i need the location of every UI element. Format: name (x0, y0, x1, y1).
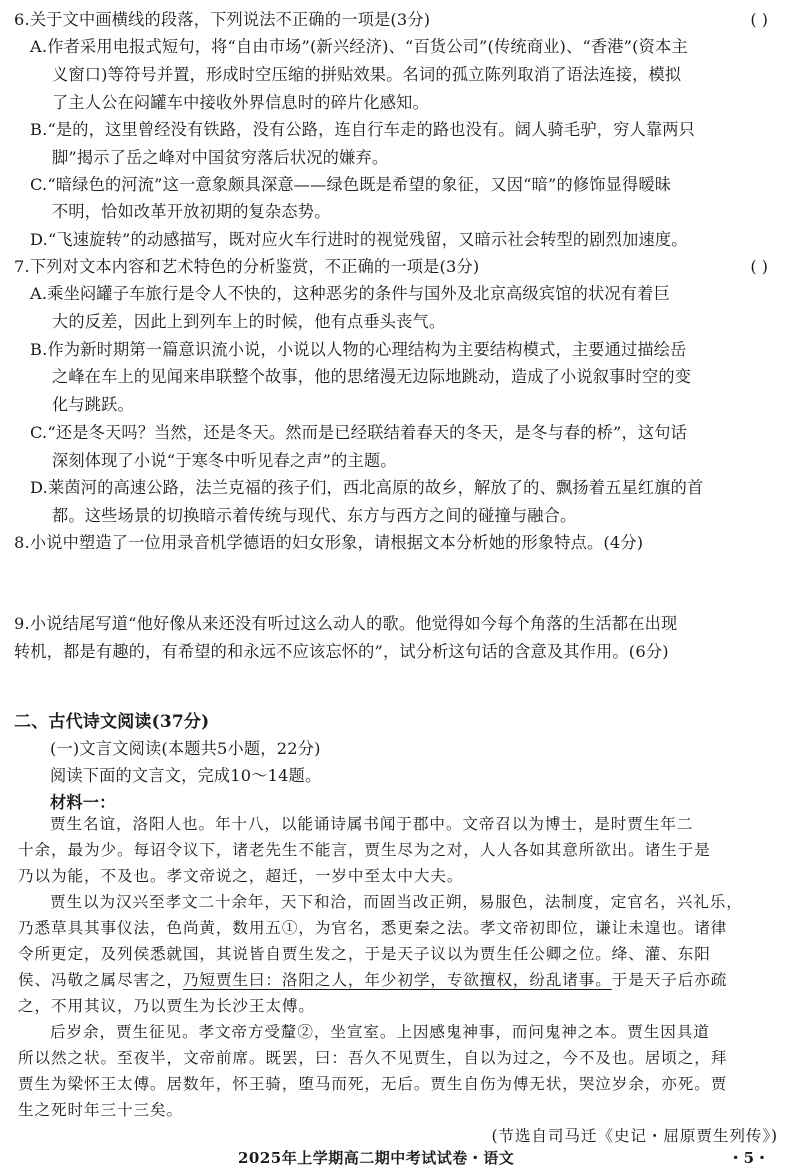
passage-p3-line1: 后岁余，贾生征见。孝文帝方受釐②，坐宣室。上因感鬼神事，而问鬼神之本。贾生因具道 (50, 1023, 710, 1041)
passage-p2-line4-post: 于是天子后亦疏 (611, 971, 728, 989)
passage-p2-line3: 令所更定，及列侯悉就国，其说皆自贾生发之，于是天子议以为贾生任公卿之位。绛、灌、东阳 (18, 945, 711, 963)
q6-option-d-line1: D.“飞速旋转”的动感描写，既对应火车行进时的视觉残留，又暗示社会转型的剧烈加速度。 (30, 230, 688, 249)
instruction: 阅读下面的文言文，完成10～14题。 (50, 766, 322, 785)
q7-option-b-line1: B.作为新时期第一篇意识流小说，小说以人物的心理结构为主要结构模式，主要通过描绘岳 (30, 340, 687, 359)
subsection-title: (一)文言文阅读(本题共5小题，22分) (50, 739, 321, 758)
q6-stem: 6.关于文中画横线的段落，下列说法不正确的一项是(3分) (14, 10, 431, 29)
q7-option-a-line2: 大的反差，因此上到列车上的时候，他有点垂头丧气。 (52, 312, 446, 331)
material-label: 材料一： (50, 793, 116, 812)
q7-option-d-line2: 都。这些场景的切换暗示着传统与现代、东方与西方之间的碰撞与融合。 (52, 506, 577, 525)
q6-option-b-line1: B.“是的，这里曾经没有铁路，没有公路，连自行车走的路也没有。阔人骑毛驴，穷人靠两只 (30, 120, 696, 139)
q7-option-b-line3: 化与跳跃。 (52, 395, 134, 414)
passage-p1-line2: 十余，最为少。每诏令议下，诸老先生不能言，贾生尽为之对，人人各如其意所欲出。诸生于是 (18, 841, 711, 859)
footer-title: 2025年上学期高二期中考试试卷・语文 (238, 1149, 515, 1167)
passage-p3-line2: 所以然之状。至夜半，文帝前席。既罢，曰：吾久不见贾生，自以为过之，今不及也。居顷之，拜 (18, 1049, 728, 1067)
passage-p1-line3: 乃以为能，不及也。孝文帝说之，超迁，一岁中至太中大夫。 (18, 867, 464, 885)
q7-option-a-line1: A.乘坐闷罐子车旅行是令人不快的，这种恶劣的条件与国外及北京高级宾馆的状况有着巨 (30, 284, 670, 303)
passage-p2-line5: 之，不用其议，乃以贾生为长沙王太傅。 (18, 997, 315, 1015)
q6-option-c-line1: C.“暗绿色的河流”这一意象颇具深意——绿色既是希望的象征，又因“暗”的修饰显得暧昧 (30, 175, 672, 194)
passage-p2-line1: 贾生以为汉兴至孝文二十余年，天下和洽，而固当改正朔，易服色，法制度，定官名，兴礼乐， (50, 893, 743, 911)
section-title: 二、古代诗文阅读(37分) (14, 712, 210, 732)
passage-p2-line2: 乃悉草具其事仪法，色尚黄，数用五①，为官名，悉更秦之法。孝文帝初即位，谦让未遑也。诸律 (18, 919, 728, 937)
passage-p2-line4-pre: 侯、冯敬之属尽害之， (18, 971, 183, 989)
passage-p2-line4 (18, 968, 727, 992)
q9-stem-line2: 转机，都是有趣的，有希望的和永远不应该忘怀的”，试分析这句话的含意及其作用。(6分) (14, 642, 669, 661)
q7-answer-paren: ( ) (750, 257, 768, 276)
q6-option-c-line2: 不明，恰如改革开放初期的复杂态势。 (52, 202, 331, 221)
passage-p3-line3: 贾生为梁怀王太傅。居数年，怀王骑，堕马而死，无后。贾生自伤为傅无状，哭泣岁余，亦死。贾 (18, 1075, 728, 1093)
passage-source: (节选自司马迁《史记・屈原贾生列传》) (491, 1127, 778, 1145)
q7-stem: 7.下列对文本内容和艺术特色的分析鉴赏，不正确的一项是(3分) (14, 257, 480, 276)
q6-option-a-line2: 义窗口)等符号并置，形成时空压缩的拼贴效果。名词的孤立陈列取消了语法连接，模拟 (52, 65, 682, 84)
q8-stem: 8.小说中塑造了一位用录音机学德语的妇女形象，请根据文本分析她的形象特点。(4分) (14, 533, 644, 552)
q7-option-b-line2: 之峰在车上的见闻来串联整个故事，他的思绪漫无边际地跳动，造成了小说叙事时空的变 (52, 367, 692, 386)
q9-stem-line1: 9.小说结尾写道“他好像从来还没有听过这么动人的歌。他觉得如今每个角落的生活都在出现 (14, 614, 678, 633)
passage-p3-line4: 生之死时年三十三矣。 (18, 1101, 183, 1119)
underlined-sentence: 乃短贾生曰：洛阳之人，年少初学，专欲擅权，纷乱诸事。 (182, 971, 612, 989)
q6-option-a-line1: A.作者采用电报式短句，将“自由市场”(新兴经济)、“百货公司”(传统商业)、“香港”(资本主 (30, 37, 688, 56)
q6-option-b-line2: 脚”揭示了岳之峰对中国贫穷落后状况的嫌弃。 (52, 148, 389, 167)
q7-option-d-line1: D.莱茵河的高速公路，法兰克福的孩子们，西北高原的故乡，解放了的、飘扬着五星红旗的首 (30, 478, 704, 497)
q7-option-c-line2: 深刻体现了小说“于寒冬中听见春之声”的主题。 (52, 451, 397, 470)
footer-page-number: ・5・ (728, 1149, 770, 1167)
q7-option-c-line1: C.“还是冬天吗？当然，还是冬天。然而是已经联结着春天的冬天，是冬与春的桥”，这句话 (30, 423, 688, 442)
passage-p1-line1: 贾生名谊，洛阳人也。年十八，以能诵诗属书闻于郡中。文帝召以为博士，是时贾生年二 (50, 815, 694, 833)
q6-answer-paren: ( ) (750, 10, 768, 29)
q6-option-a-line3: 了主人公在闷罐车中接收外界信息时的碎片化感知。 (52, 93, 429, 112)
